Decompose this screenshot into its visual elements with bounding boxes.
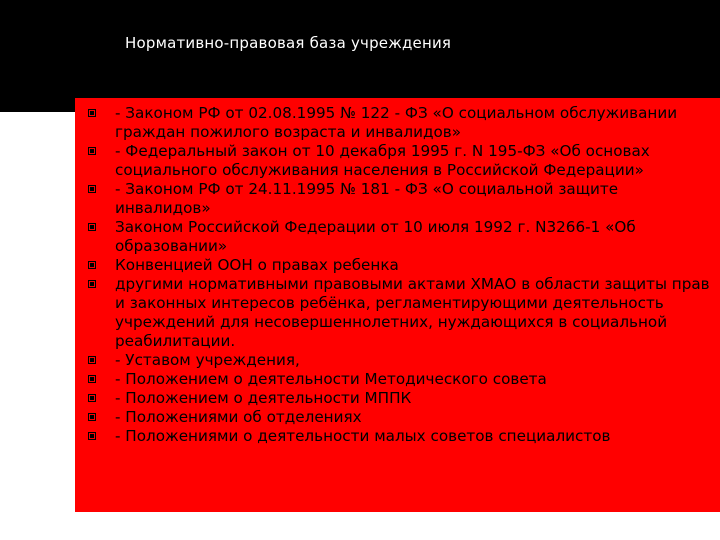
square-bullet-icon: [88, 356, 96, 364]
square-bullet-icon: [88, 432, 96, 440]
bullet-list: [86, 104, 710, 446]
list-item-text: - Положениями об отделениях: [115, 408, 362, 426]
square-bullet-icon: [88, 280, 96, 288]
list-item: [86, 370, 710, 389]
square-bullet-icon: [88, 109, 96, 117]
list-item-text: другими нормативными правовыми актами ХМАО в области защиты прав и законных интересов ребёнка, регламентирующими деятельность учреждений для несовершеннолетних, нуждающихся в социальной реабилитации.: [115, 275, 710, 350]
list-item: [86, 218, 710, 256]
list-item-text: Законом Российской Федерации от 10 июля 1992 г. N3266-1 «Об образовании»: [115, 218, 636, 255]
left-margin-strip: [0, 112, 75, 512]
list-item: [86, 408, 710, 427]
list-item: [86, 180, 710, 218]
list-item: [86, 275, 710, 351]
list-item: [86, 256, 710, 275]
list-item-text: - Законом РФ от 02.08.1995 № 122 - ФЗ «О социальном обслуживании граждан пожилого возраста и инвалидов»: [115, 104, 678, 141]
list-item-text: - Положением о деятельности Методического совета: [115, 370, 547, 388]
list-item-text: - Законом РФ от 24.11.1995 № 181 - ФЗ «О социальной защите инвалидов»: [115, 180, 619, 217]
list-item: [86, 389, 710, 408]
square-bullet-icon: [88, 185, 96, 193]
square-bullet-icon: [88, 394, 96, 402]
list-item-text: Конвенцией ООН о правах ребенка: [115, 256, 399, 274]
square-bullet-icon: [88, 261, 96, 269]
list-item: [86, 351, 710, 370]
list-item: [86, 104, 710, 142]
list-item: [86, 142, 710, 180]
list-item-text: - Положениями о деятельности малых советов специалистов: [115, 427, 611, 445]
list-item: [86, 427, 710, 446]
header-band: [0, 0, 720, 112]
square-bullet-icon: [88, 223, 96, 231]
slide-title: Нормативно-правовая база учреждения: [125, 34, 452, 52]
bottom-margin: [0, 512, 720, 540]
square-bullet-icon: [88, 147, 96, 155]
square-bullet-icon: [88, 413, 96, 421]
list-item-text: - Уставом учреждения,: [115, 351, 300, 369]
list-item-text: - Положением о деятельности МППК: [115, 389, 412, 407]
square-bullet-icon: [88, 375, 96, 383]
list-item-text: - Федеральный закон от 10 декабря 1995 г. N 195-ФЗ «Об основах социального обслуживания населения в Российской Федерации»: [115, 142, 650, 179]
